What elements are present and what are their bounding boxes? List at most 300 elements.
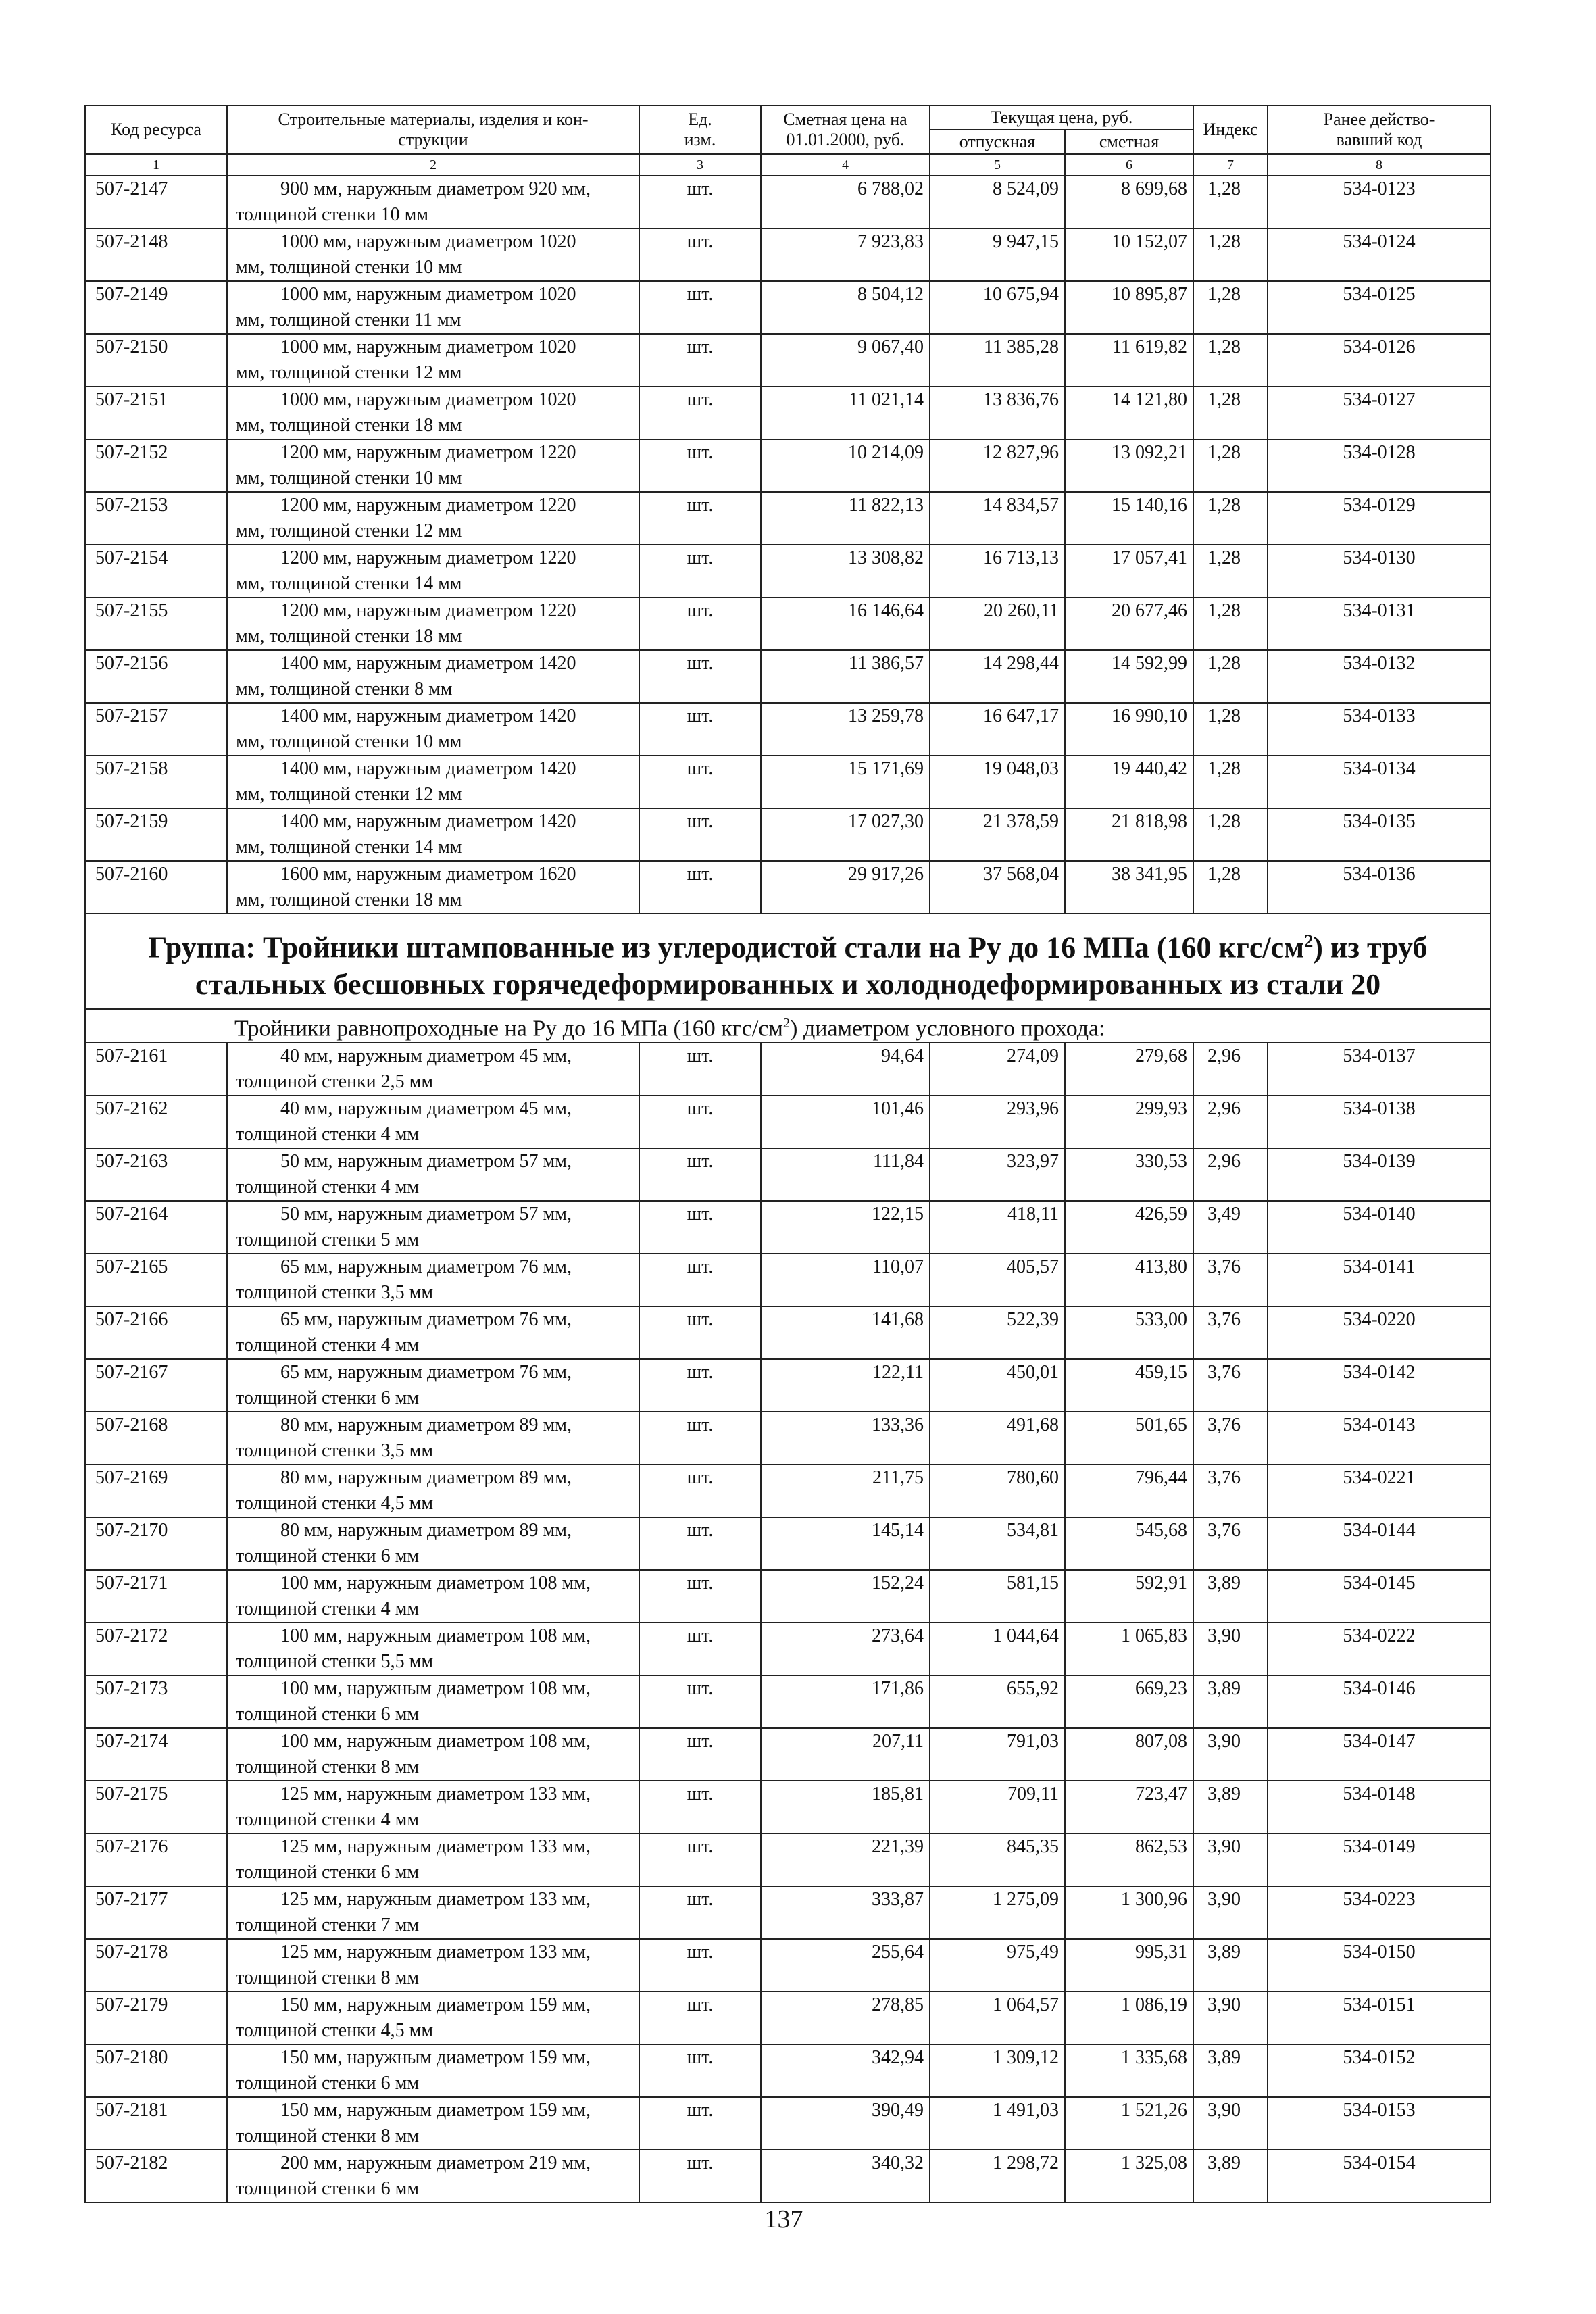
unit-cell: шт. <box>639 228 761 281</box>
table-row <box>85 1254 1491 1306</box>
base-price-cell: 13 259,78 <box>761 703 930 756</box>
index-cell: 1,28 <box>1193 228 1268 281</box>
base-price-cell: 390,49 <box>761 2097 930 2150</box>
description-line-2: толщиной стенки 6 мм <box>236 1387 420 1408</box>
estimate-price-cell: 1 335,68 <box>1065 2044 1193 2097</box>
previous-code-cell: 534-0130 <box>1268 545 1491 597</box>
table-row <box>85 1412 1491 1464</box>
description-line-2: мм, толщиной стенки 12 мм <box>236 362 462 383</box>
resource-code: 507-2176 <box>85 1833 227 1886</box>
description-line-1: 1400 мм, наружным диаметром 1420 <box>280 811 576 832</box>
description-line-2: толщиной стенки 8 мм <box>236 2125 420 2146</box>
resource-code: 507-2157 <box>85 703 227 756</box>
subgroup-heading-row <box>85 1009 1491 1043</box>
release-price-cell: 16 713,13 <box>930 545 1065 597</box>
release-price-cell: 13 836,76 <box>930 387 1065 439</box>
release-price-cell: 418,11 <box>930 1201 1065 1254</box>
description-line-2: толщиной стенки 4,5 мм <box>236 2019 434 2041</box>
previous-code-cell: 534-0148 <box>1268 1781 1491 1833</box>
page-number: 137 <box>764 2205 803 2234</box>
estimate-price-cell: 723,47 <box>1065 1781 1193 1833</box>
estimate-price-cell: 21 818,98 <box>1065 808 1193 861</box>
release-price-cell: 1 275,09 <box>930 1886 1065 1939</box>
index-cell: 3,89 <box>1193 1675 1268 1728</box>
resource-code: 507-2172 <box>85 1623 227 1675</box>
base-price-cell: 11 021,14 <box>761 387 930 439</box>
previous-code-cell: 534-0125 <box>1268 281 1491 334</box>
unit-cell: шт. <box>639 176 761 228</box>
unit-cell: шт. <box>639 492 761 545</box>
resource-code: 507-2173 <box>85 1675 227 1728</box>
previous-code-cell: 534-0146 <box>1268 1675 1491 1728</box>
unit-cell: шт. <box>639 334 761 387</box>
previous-code-cell: 534-0150 <box>1268 1939 1491 1992</box>
previous-code-cell: 534-0223 <box>1268 1886 1491 1939</box>
resource-code: 507-2156 <box>85 650 227 703</box>
description-line-2: мм, толщиной стенки 10 мм <box>236 731 462 752</box>
base-price-cell: 111,84 <box>761 1148 930 1201</box>
estimate-price-cell: 17 057,41 <box>1065 545 1193 597</box>
description-line-2: толщиной стенки 5,5 мм <box>236 1650 434 1672</box>
release-price-cell: 405,57 <box>930 1254 1065 1306</box>
material-description <box>227 1939 639 1992</box>
description-line-2: мм, толщиной стенки 8 мм <box>236 679 453 699</box>
previous-code-cell: 534-0133 <box>1268 703 1491 756</box>
description-line-1: 1000 мм, наружным диаметром 1020 <box>280 337 576 358</box>
unit-cell: шт. <box>639 861 761 914</box>
resource-code: 507-2166 <box>85 1306 227 1359</box>
unit-cell: шт. <box>639 756 761 808</box>
base-price-cell: 122,15 <box>761 1201 930 1254</box>
unit-cell: шт. <box>639 439 761 492</box>
release-price-cell: 19 048,03 <box>930 756 1065 808</box>
previous-code-cell: 534-0220 <box>1268 1306 1491 1359</box>
material-description <box>227 1833 639 1886</box>
description-line-2: мм, толщиной стенки 18 мм <box>236 415 462 436</box>
resource-code: 507-2160 <box>85 861 227 914</box>
estimate-price-cell: 796,44 <box>1065 1464 1193 1517</box>
release-price-cell: 1 044,64 <box>930 1623 1065 1675</box>
base-price-cell: 342,94 <box>761 2044 930 2097</box>
index-cell: 1,28 <box>1193 545 1268 597</box>
resource-code: 507-2170 <box>85 1517 227 1570</box>
release-price-cell: 1 298,72 <box>930 2150 1065 2202</box>
description-line-2: толщиной стенки 4 мм <box>236 1598 420 1619</box>
table-row <box>85 1833 1491 1886</box>
previous-code-cell: 534-0137 <box>1268 1043 1491 1096</box>
material-description <box>227 1728 639 1781</box>
index-cell: 2,96 <box>1193 1148 1268 1201</box>
resource-code: 507-2175 <box>85 1781 227 1833</box>
group-heading: Группа: Тройники штампованные из углеродистой стали на Ру до 16 МПа (160 кгс/$см^2$) из труб стальных бесшовных горячедеформированных и холоднодеформированных из стали 20 <box>85 914 1491 1009</box>
resource-code: 507-2147 <box>85 176 227 228</box>
description-line-1: 150 мм, наружным диаметром 159 мм, <box>280 1994 591 2015</box>
material-description <box>227 281 639 334</box>
base-price-cell: 333,87 <box>761 1886 930 1939</box>
unit-cell: шт. <box>639 1992 761 2044</box>
estimate-price-cell: 19 440,42 <box>1065 756 1193 808</box>
previous-code-cell: 534-0144 <box>1268 1517 1491 1570</box>
description-line-1: 1000 мм, наружным диаметром 1020 <box>280 389 576 410</box>
resource-code: 507-2150 <box>85 334 227 387</box>
description-line-1: 125 мм, наружным диаметром 133 мм, <box>280 1888 591 1910</box>
column-number: 3 <box>639 154 761 176</box>
description-line-1: 125 мм, наружным диаметром 133 мм, <box>280 1783 591 1804</box>
base-price-cell: 29 917,26 <box>761 861 930 914</box>
description-line-1: 65 мм, наружным диаметром 76 мм, <box>280 1361 572 1383</box>
base-price-cell: 15 171,69 <box>761 756 930 808</box>
previous-code-cell: 534-0154 <box>1268 2150 1491 2202</box>
estimate-price-cell: 299,93 <box>1065 1096 1193 1148</box>
description-line-2: толщиной стенки 3,5 мм <box>236 1281 434 1303</box>
description-line-1: 1000 мм, наружным диаметром 1020 <box>280 231 576 252</box>
unit-cell: шт. <box>639 1781 761 1833</box>
base-price-cell: 207,11 <box>761 1728 930 1781</box>
description-line-2: толщиной стенки 6 мм <box>236 1703 420 1725</box>
release-price-cell: 14 834,57 <box>930 492 1065 545</box>
resource-code: 507-2158 <box>85 756 227 808</box>
table-row <box>85 176 1491 228</box>
table-row <box>85 1096 1491 1148</box>
index-cell: 3,89 <box>1193 1939 1268 1992</box>
estimate-price-cell: 1 065,83 <box>1065 1623 1193 1675</box>
material-description <box>227 1675 639 1728</box>
resource-code: 507-2159 <box>85 808 227 861</box>
index-cell: 1,28 <box>1193 176 1268 228</box>
resource-code: 507-2155 <box>85 597 227 650</box>
base-price-cell: 255,64 <box>761 1939 930 1992</box>
estimate-price-cell: 14 592,99 <box>1065 650 1193 703</box>
table-row <box>85 1043 1491 1096</box>
description-line-2: толщиной стенки 6 мм <box>236 1861 420 1883</box>
release-price-cell: 8 524,09 <box>930 176 1065 228</box>
unit-cell: шт. <box>639 1043 761 1096</box>
column-number: 2 <box>227 154 639 176</box>
index-cell: 1,28 <box>1193 756 1268 808</box>
release-price-cell: 20 260,11 <box>930 597 1065 650</box>
index-cell: 3,76 <box>1193 1254 1268 1306</box>
description-line-1: 125 мм, наружным диаметром 133 мм, <box>280 1836 591 1857</box>
header-estimate-price: сметная <box>1065 130 1193 154</box>
previous-code-cell: 534-0131 <box>1268 597 1491 650</box>
index-cell: 3,90 <box>1193 1623 1268 1675</box>
header-base-price: Сметная цена на 01.01.2000, руб. <box>761 105 930 154</box>
column-numbers-row <box>85 154 1491 176</box>
unit-cell: шт. <box>639 1096 761 1148</box>
release-price-cell: 581,15 <box>930 1570 1065 1623</box>
index-cell: 3,90 <box>1193 1728 1268 1781</box>
base-price-cell: 273,64 <box>761 1623 930 1675</box>
description-line-1: 1400 мм, наружным диаметром 1420 <box>280 653 576 674</box>
release-price-cell: 293,96 <box>930 1096 1065 1148</box>
base-price-cell: 221,39 <box>761 1833 930 1886</box>
previous-code-cell: 534-0124 <box>1268 228 1491 281</box>
unit-cell: шт. <box>639 1254 761 1306</box>
description-line-1: 50 мм, наружным диаметром 57 мм, <box>280 1203 572 1225</box>
description-line-2: мм, толщиной стенки 18 мм <box>236 889 462 910</box>
base-price-cell: 10 214,09 <box>761 439 930 492</box>
description-line-1: 900 мм, наружным диаметром 920 мм, <box>280 178 591 199</box>
table-row <box>85 334 1491 387</box>
unit-cell: шт. <box>639 2044 761 2097</box>
unit-cell: шт. <box>639 2097 761 2150</box>
unit-cell: шт. <box>639 808 761 861</box>
description-line-2: толщиной стенки 4 мм <box>236 1123 420 1145</box>
base-price-cell: 8 504,12 <box>761 281 930 334</box>
release-price-cell: 9 947,15 <box>930 228 1065 281</box>
description-line-1: 1200 мм, наружным диаметром 1220 <box>280 442 576 463</box>
material-description <box>227 756 639 808</box>
estimate-price-cell: 501,65 <box>1065 1412 1193 1464</box>
index-cell: 1,28 <box>1193 492 1268 545</box>
resource-code: 507-2168 <box>85 1412 227 1464</box>
resource-code: 507-2153 <box>85 492 227 545</box>
previous-code-cell: 534-0152 <box>1268 2044 1491 2097</box>
release-price-cell: 37 568,04 <box>930 861 1065 914</box>
index-cell: 1,28 <box>1193 281 1268 334</box>
unit-cell: шт. <box>639 1412 761 1464</box>
header-release-price: отпускная <box>930 130 1065 154</box>
material-description <box>227 1992 639 2044</box>
index-cell: 2,96 <box>1193 1096 1268 1148</box>
material-description <box>227 1201 639 1254</box>
base-price-cell: 11 386,57 <box>761 650 930 703</box>
description-line-1: 100 мм, наружным диаметром 108 мм, <box>280 1572 591 1594</box>
index-cell: 3,89 <box>1193 1781 1268 1833</box>
release-price-cell: 12 827,96 <box>930 439 1065 492</box>
previous-code-cell: 534-0127 <box>1268 387 1491 439</box>
base-price-cell: 9 067,40 <box>761 334 930 387</box>
estimate-price-cell: 862,53 <box>1065 1833 1193 1886</box>
previous-code-cell: 534-0134 <box>1268 756 1491 808</box>
index-cell: 3,76 <box>1193 1517 1268 1570</box>
description-line-2: мм, толщиной стенки 14 мм <box>236 573 462 594</box>
index-cell: 1,28 <box>1193 334 1268 387</box>
base-price-cell: 13 308,82 <box>761 545 930 597</box>
estimate-price-cell: 279,68 <box>1065 1043 1193 1096</box>
estimate-price-cell: 10 152,07 <box>1065 228 1193 281</box>
previous-code-cell: 534-0147 <box>1268 1728 1491 1781</box>
release-price-cell: 491,68 <box>930 1412 1065 1464</box>
unit-cell: шт. <box>639 703 761 756</box>
release-price-cell: 14 298,44 <box>930 650 1065 703</box>
material-description <box>227 545 639 597</box>
base-price-cell: 6 788,02 <box>761 176 930 228</box>
table-row <box>85 756 1491 808</box>
estimate-price-cell: 995,31 <box>1065 1939 1193 1992</box>
material-description <box>227 1886 639 1939</box>
table-row <box>85 1992 1491 2044</box>
estimate-price-cell: 669,23 <box>1065 1675 1193 1728</box>
description-line-2: толщиной стенки 4 мм <box>236 1176 420 1198</box>
base-price-cell: 7 923,83 <box>761 228 930 281</box>
description-line-1: 65 мм, наружным диаметром 76 мм, <box>280 1256 572 1277</box>
material-description <box>227 492 639 545</box>
description-line-1: 1200 мм, наружным диаметром 1220 <box>280 547 576 568</box>
description-line-2: толщиной стенки 4 мм <box>236 1334 420 1356</box>
estimate-price-cell: 459,15 <box>1065 1359 1193 1412</box>
description-line-1: 50 мм, наружным диаметром 57 мм, <box>280 1150 572 1172</box>
table-row <box>85 1623 1491 1675</box>
estimate-price-cell: 426,59 <box>1065 1201 1193 1254</box>
resource-code: 507-2181 <box>85 2097 227 2150</box>
release-price-cell: 534,81 <box>930 1517 1065 1570</box>
index-cell: 3,90 <box>1193 1992 1268 2044</box>
estimate-price-cell: 1 300,96 <box>1065 1886 1193 1939</box>
base-price-cell: 17 027,30 <box>761 808 930 861</box>
release-price-cell: 323,97 <box>930 1148 1065 1201</box>
material-description <box>227 1096 639 1148</box>
index-cell: 1,28 <box>1193 439 1268 492</box>
index-cell: 3,76 <box>1193 1464 1268 1517</box>
table-row <box>85 861 1491 914</box>
table-row <box>85 439 1491 492</box>
description-line-1: 200 мм, наружным диаметром 219 мм, <box>280 2152 591 2173</box>
previous-code-cell: 534-0145 <box>1268 1570 1491 1623</box>
material-description <box>227 1570 639 1623</box>
estimate-price-cell: 14 121,80 <box>1065 387 1193 439</box>
unit-cell: шт. <box>639 1464 761 1517</box>
previous-code-cell: 534-0126 <box>1268 334 1491 387</box>
previous-code-cell: 534-0149 <box>1268 1833 1491 1886</box>
description-line-1: 1400 мм, наружным диаметром 1420 <box>280 706 576 727</box>
description-line-2: толщиной стенки 10 мм <box>236 204 429 225</box>
unit-cell: шт. <box>639 1148 761 1201</box>
estimate-price-cell: 15 140,16 <box>1065 492 1193 545</box>
description-line-1: 100 мм, наружным диаметром 108 мм, <box>280 1677 591 1699</box>
description-line-2: мм, толщиной стенки 11 мм <box>236 310 462 330</box>
description-line-2: толщиной стенки 4 мм <box>236 1808 420 1830</box>
material-description <box>227 1412 639 1464</box>
material-description <box>227 1148 639 1201</box>
description-line-2: толщиной стенки 4,5 мм <box>236 1492 434 1514</box>
material-description <box>227 1359 639 1412</box>
unit-cell: шт. <box>639 1833 761 1886</box>
unit-cell: шт. <box>639 2150 761 2202</box>
material-description <box>227 2150 639 2202</box>
index-cell: 3,89 <box>1193 2044 1268 2097</box>
base-price-cell: 171,86 <box>761 1675 930 1728</box>
table-row <box>85 1464 1491 1517</box>
estimate-price-cell: 11 619,82 <box>1065 334 1193 387</box>
description-line-1: 1400 мм, наружным диаметром 1420 <box>280 758 576 779</box>
index-cell: 1,28 <box>1193 808 1268 861</box>
header-index: Индекс <box>1193 105 1268 154</box>
column-number: 8 <box>1268 154 1491 176</box>
resource-code: 507-2167 <box>85 1359 227 1412</box>
index-cell: 3,89 <box>1193 2150 1268 2202</box>
index-cell: 3,49 <box>1193 1201 1268 1254</box>
material-description <box>227 1254 639 1306</box>
material-description <box>227 387 639 439</box>
description-line-1: 1600 мм, наружным диаметром 1620 <box>280 864 576 885</box>
description-line-1: 80 мм, наружным диаметром 89 мм, <box>280 1519 572 1541</box>
resource-code: 507-2154 <box>85 545 227 597</box>
description-line-2: толщиной стенки 5 мм <box>236 1229 420 1250</box>
table-row <box>85 1728 1491 1781</box>
index-cell: 3,89 <box>1193 1570 1268 1623</box>
unit-cell: шт. <box>639 1201 761 1254</box>
resource-code: 507-2179 <box>85 1992 227 2044</box>
estimate-price-cell: 38 341,95 <box>1065 861 1193 914</box>
unit-cell: шт. <box>639 1570 761 1623</box>
table-row <box>85 1781 1491 1833</box>
material-description <box>227 228 639 281</box>
index-cell: 1,28 <box>1193 650 1268 703</box>
index-cell: 3,90 <box>1193 1833 1268 1886</box>
unit-cell: шт. <box>639 1306 761 1359</box>
resource-code: 507-2162 <box>85 1096 227 1148</box>
material-description <box>227 1517 639 1570</box>
description-line-2: мм, толщиной стенки 10 мм <box>236 468 462 489</box>
estimate-price-cell: 1 325,08 <box>1065 2150 1193 2202</box>
release-price-cell: 845,35 <box>930 1833 1065 1886</box>
resource-code: 507-2149 <box>85 281 227 334</box>
description-line-2: толщиной стенки 7 мм <box>236 1914 420 1936</box>
unit-cell: шт. <box>639 1728 761 1781</box>
resource-code: 507-2169 <box>85 1464 227 1517</box>
previous-code-cell: 534-0143 <box>1268 1412 1491 1464</box>
table-row <box>85 1570 1491 1623</box>
table-body-a <box>85 176 1491 914</box>
material-description <box>227 2044 639 2097</box>
table-row <box>85 808 1491 861</box>
description-line-2: мм, толщиной стенки 14 мм <box>236 837 462 858</box>
resource-code: 507-2165 <box>85 1254 227 1306</box>
estimate-price-cell: 533,00 <box>1065 1306 1193 1359</box>
table-row <box>85 281 1491 334</box>
resource-code: 507-2180 <box>85 2044 227 2097</box>
description-line-2: толщиной стенки 8 мм <box>236 1756 420 1777</box>
table-row <box>85 1201 1491 1254</box>
index-cell: 1,28 <box>1193 387 1268 439</box>
material-description <box>227 1623 639 1675</box>
table-row <box>85 2044 1491 2097</box>
column-number: 5 <box>930 154 1065 176</box>
description-line-1: 150 мм, наружным диаметром 159 мм, <box>280 2099 591 2121</box>
release-price-cell: 10 675,94 <box>930 281 1065 334</box>
release-price-cell: 274,09 <box>930 1043 1065 1096</box>
resource-code: 507-2164 <box>85 1201 227 1254</box>
description-line-1: 80 мм, наружным диаметром 89 мм, <box>280 1414 572 1435</box>
table-row <box>85 2150 1491 2202</box>
resource-code: 507-2182 <box>85 2150 227 2202</box>
unit-cell: шт. <box>639 387 761 439</box>
price-sheet <box>84 105 1490 2203</box>
material-description <box>227 176 639 228</box>
estimate-price-cell: 13 092,21 <box>1065 439 1193 492</box>
previous-code-cell: 534-0142 <box>1268 1359 1491 1412</box>
estimate-price-cell: 413,80 <box>1065 1254 1193 1306</box>
resource-code: 507-2151 <box>85 387 227 439</box>
base-price-cell: 101,46 <box>761 1096 930 1148</box>
column-number: 7 <box>1193 154 1268 176</box>
index-cell: 3,90 <box>1193 2097 1268 2150</box>
material-description <box>227 861 639 914</box>
base-price-cell: 94,64 <box>761 1043 930 1096</box>
description-line-2: мм, толщиной стенки 10 мм <box>236 257 462 278</box>
previous-code-cell: 534-0123 <box>1268 176 1491 228</box>
resource-code: 507-2171 <box>85 1570 227 1623</box>
material-description <box>227 2097 639 2150</box>
estimate-price-cell: 16 990,10 <box>1065 703 1193 756</box>
table-row <box>85 650 1491 703</box>
unit-cell: шт. <box>639 1886 761 1939</box>
index-cell: 3,90 <box>1193 1886 1268 1939</box>
release-price-cell: 780,60 <box>930 1464 1065 1517</box>
table-row <box>85 1517 1491 1570</box>
release-price-cell: 450,01 <box>930 1359 1065 1412</box>
